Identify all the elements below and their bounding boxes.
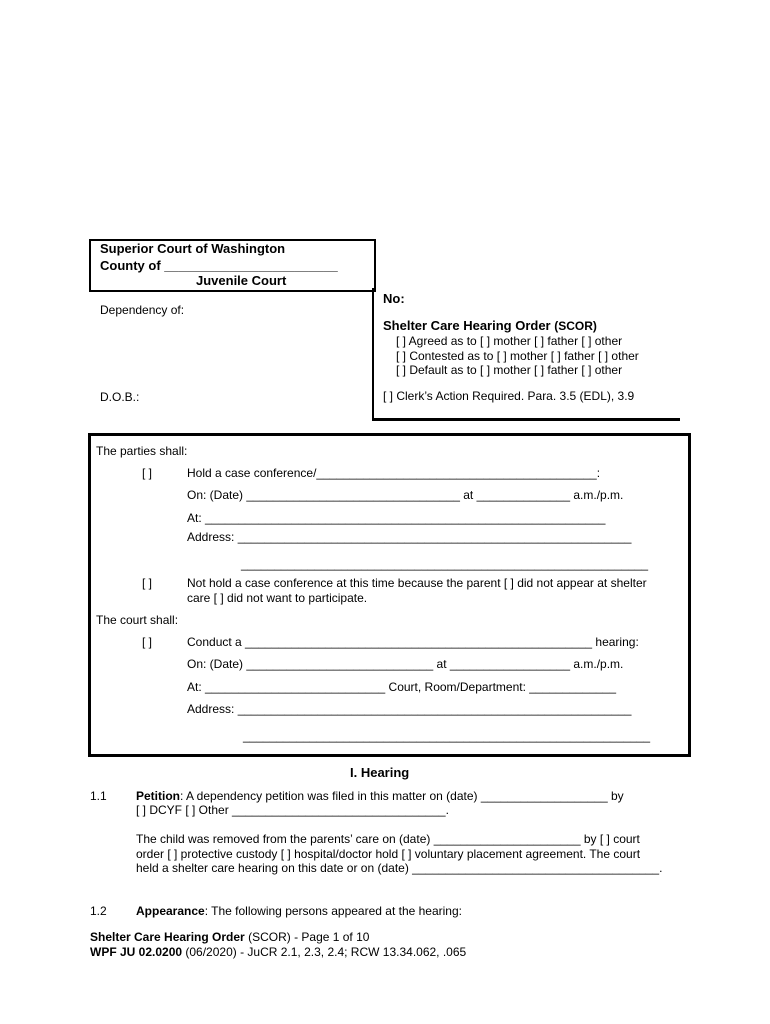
appearance-text: : The following persons appeared at the hearing: <box>204 904 462 918</box>
division-name: Juvenile Court <box>196 273 287 288</box>
case-number-label: No: <box>383 291 405 306</box>
checkbox-hold-conference: [ ] <box>142 466 153 480</box>
dependency-of-label: Dependency of: <box>100 303 185 317</box>
section-heading-hearing: I. Hearing <box>350 765 410 780</box>
hearing-date-line: On: (Date) ____________________________ at __________________ a.m./p.m. <box>187 657 624 671</box>
petition-line-2: [ ] DCYF [ ] Other ________________________________. <box>136 803 449 817</box>
court-name: Superior Court of Washington <box>100 241 286 256</box>
appearance-label: Appearance <box>136 904 205 918</box>
form-title-text: Shelter Care Hearing Order <box>383 318 551 333</box>
clerk-action-line: [ ] Clerk’s Action Required. Para. 3.5 (EDL), 3.9 <box>383 389 635 403</box>
conference-at-line: At: ____________________________________________________________ <box>187 511 606 525</box>
conference-address-line: Address: ___________________________________________________________ <box>187 530 632 544</box>
conduct-hearing-line: Conduct a ____________________________________________________ hearing: <box>187 635 639 649</box>
not-hold-conference-line-1: Not hold a case conference at this time because the parent [ ] did not appear at shelter <box>187 576 647 590</box>
hold-conference-line: Hold a case conference/__________________________________________: <box>187 466 601 480</box>
footer-form-line <box>90 945 466 959</box>
option-agreed: [ ] Agreed as to [ ] mother [ ] father [ ] other <box>396 334 623 348</box>
option-contested: [ ] Contested as to [ ] mother [ ] father [ ] other <box>396 349 639 363</box>
para-1-1-text <box>136 789 624 803</box>
para-1-2-number: 1.2 <box>90 904 107 918</box>
footer-page-info: (SCOR) - Page 1 of 10 <box>244 930 370 944</box>
removal-line-2: order [ ] protective custody [ ] hospital/doctor hold [ ] voluntary placement agreement. The court <box>136 847 641 861</box>
footer-form-title: Shelter Care Hearing Order <box>90 930 245 944</box>
hearing-address-line-2: _____________________________________________________________ <box>243 729 651 743</box>
footer-form-info: (06/2020) - JuCR 2.1, 2.3, 2.4; RCW 13.34.062, .065 <box>182 945 467 959</box>
footer-form-number: WPF JU 02.0200 <box>90 945 183 959</box>
caption-divider-horizontal <box>372 418 680 421</box>
conference-date-line: On: (Date) ________________________________ at ______________ a.m./p.m. <box>187 488 624 502</box>
removal-line-1: The child was removed from the parents’ care on (date) ______________________ by [ ] court <box>136 832 640 846</box>
form-title-code: (SCOR) <box>554 319 597 333</box>
caption-divider-vertical <box>372 288 374 420</box>
petition-label: Petition <box>136 789 180 803</box>
para-1-1-number: 1.1 <box>90 789 107 803</box>
option-default: [ ] Default as to [ ] mother [ ] father [ ] other <box>396 363 623 377</box>
footer-title-line <box>90 930 369 944</box>
court-shall-heading: The court shall: <box>96 613 179 627</box>
removal-line-3: held a shelter care hearing on this date or on (date) _____________________________________. <box>136 861 663 875</box>
hearing-address-line: Address: ___________________________________________________________ <box>187 702 632 716</box>
not-hold-conference-line-2: care [ ] did not want to participate. <box>187 591 368 605</box>
conference-address-line-2: _____________________________________________________________ <box>241 557 649 571</box>
checkbox-not-hold-conference: [ ] <box>142 576 153 590</box>
petition-text: : A dependency petition was filed in this matter on (date) ___________________ by <box>180 789 624 803</box>
hearing-at-line: At: ___________________________ Court, Room/Department: _____________ <box>187 680 617 694</box>
checkbox-conduct-hearing: [ ] <box>142 635 153 649</box>
para-1-2-text <box>136 904 462 918</box>
county-line: County of ________________________ <box>100 258 338 273</box>
parties-shall-heading: The parties shall: <box>96 444 188 458</box>
form-title <box>383 318 597 333</box>
dob-label: D.O.B.: <box>100 390 140 404</box>
